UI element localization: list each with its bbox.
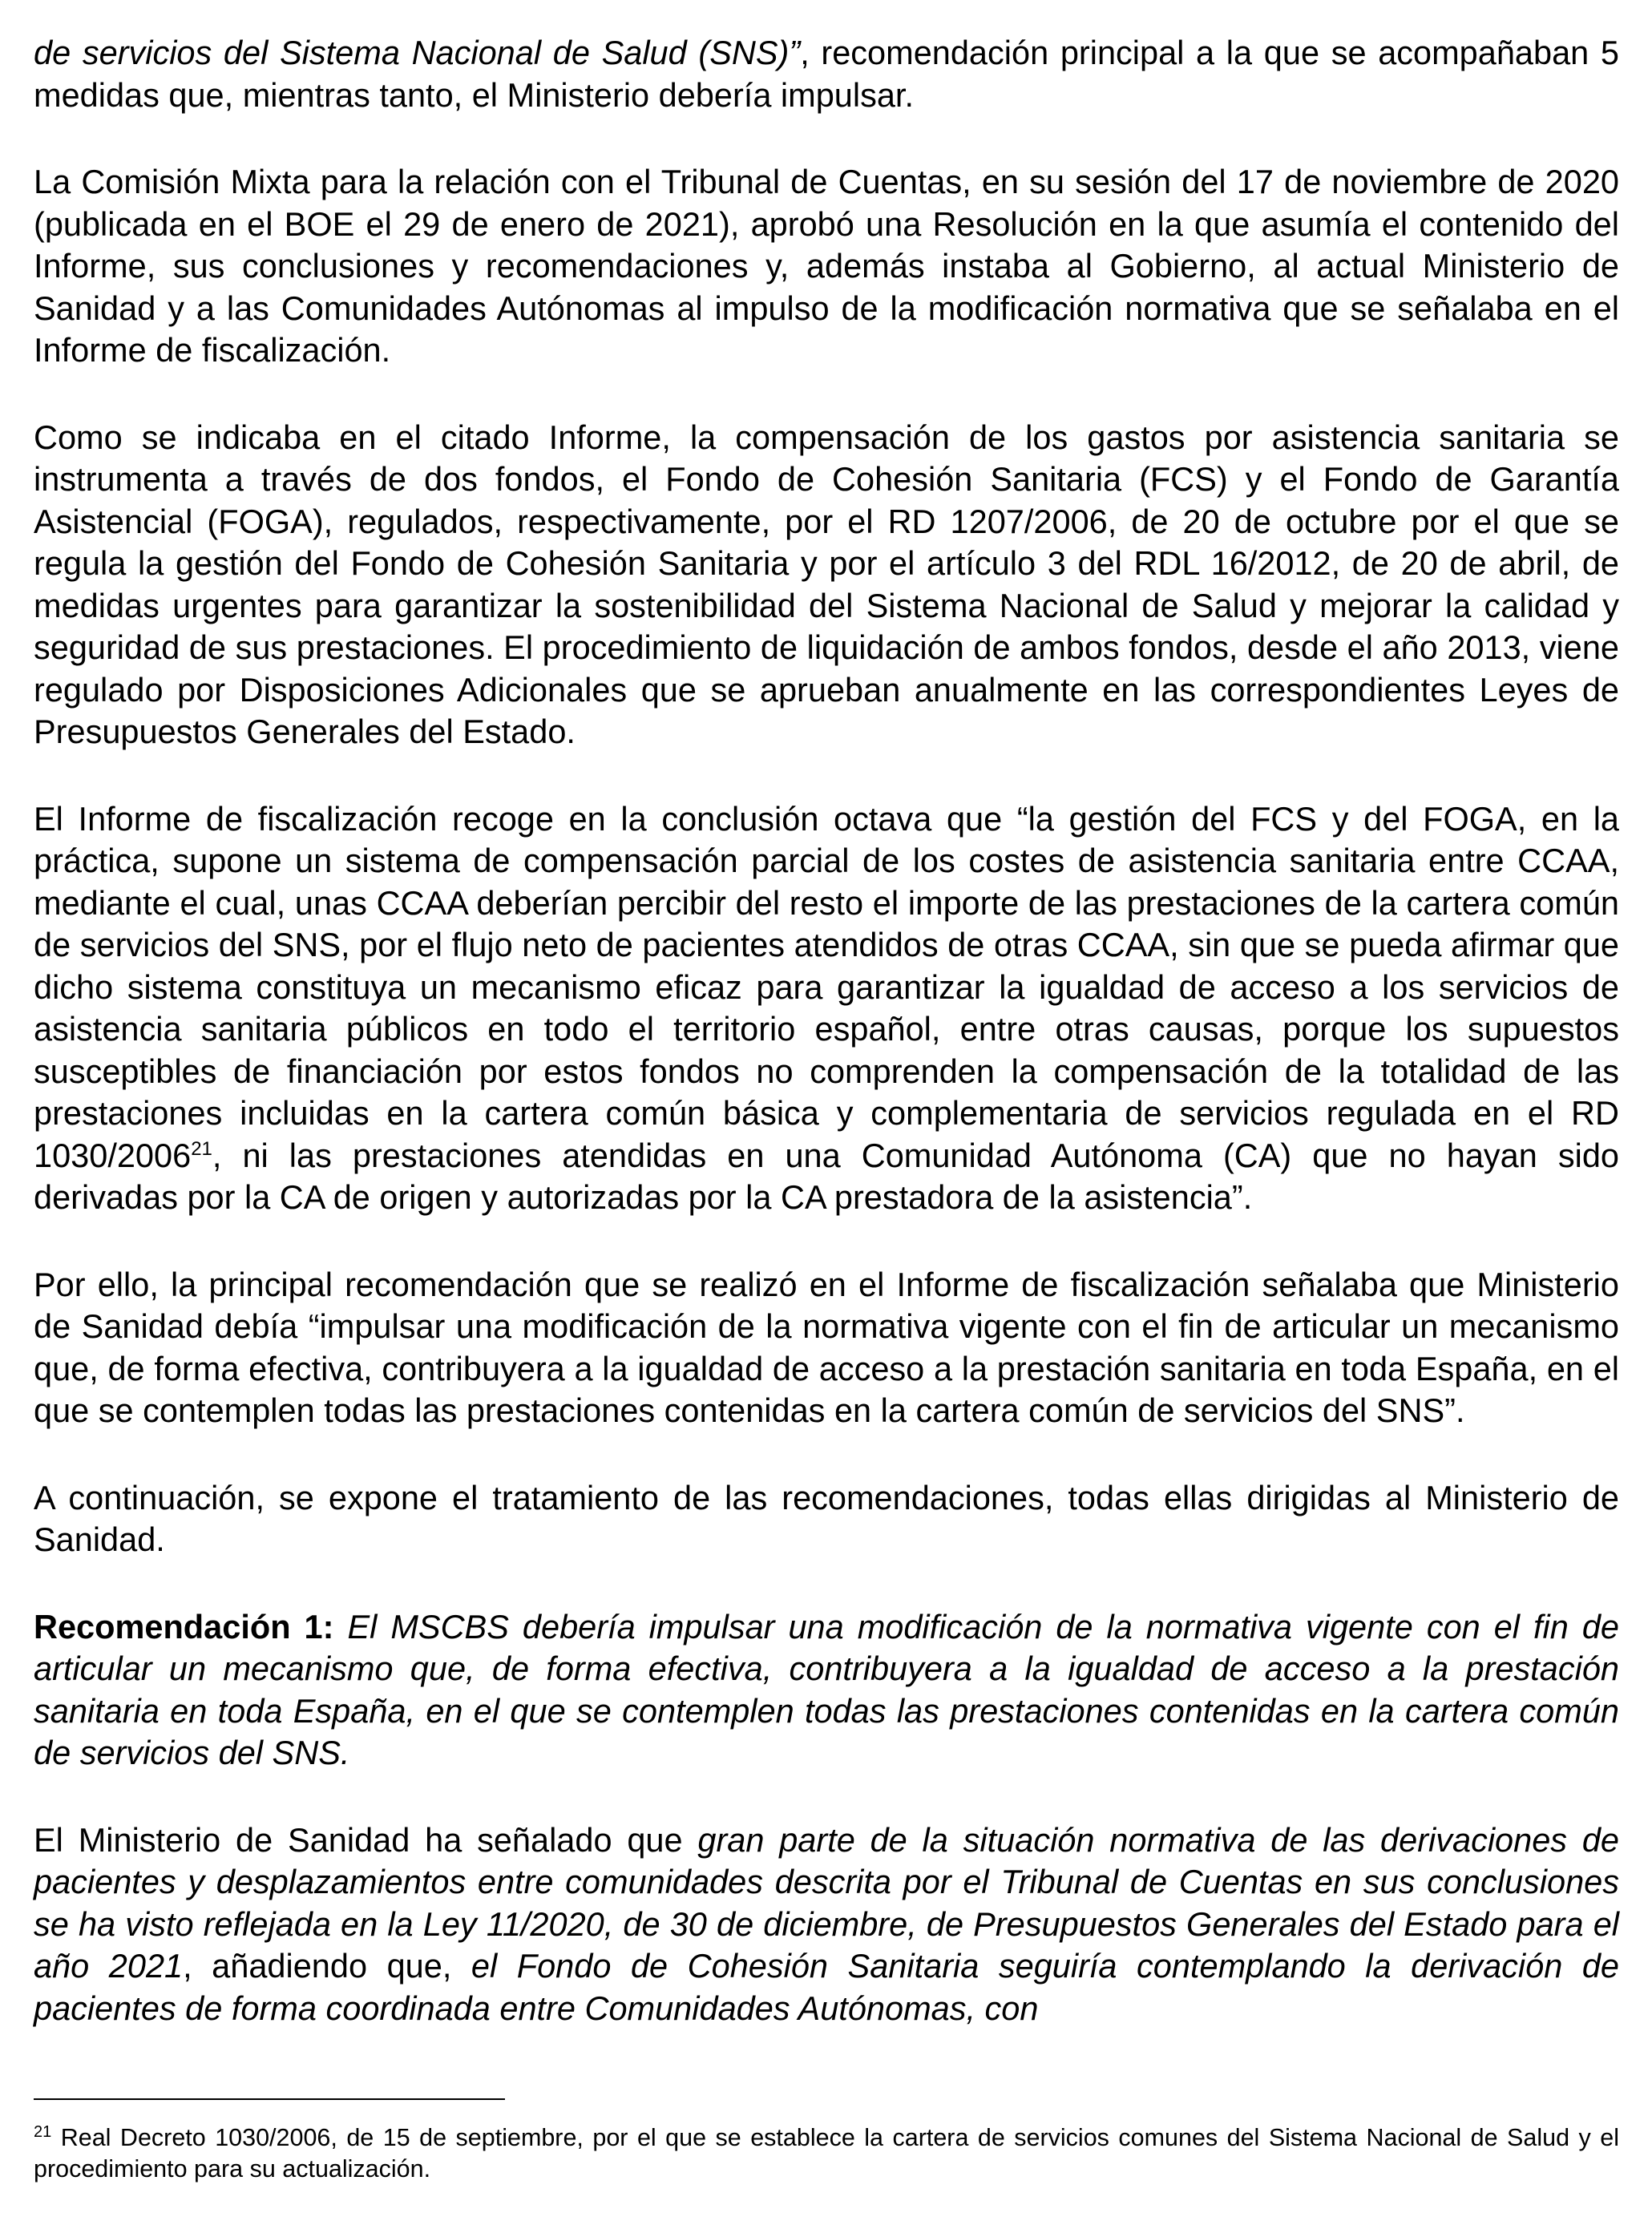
paragraph-8-quote-2: el Fondo de Cohesión Sanitaria seguiría contemplando la derivación de pacientes de forma coordinada entre Comunidades Autónomas, con [34, 1947, 1620, 2027]
footnote-reference: 21 [191, 1137, 212, 1160]
paragraph-1-quote: de servicios del Sistema Nacional de Salud (SNS)” [34, 34, 801, 71]
paragraph-8-lead: El Ministerio de Sanidad ha señalado que [34, 1820, 698, 1859]
recommendation-1-label: Recomendación 1: [34, 1607, 334, 1646]
paragraph-4 [34, 798, 1619, 1219]
paragraph-1-text: , recomendación principal a la que se acompañaban 5 medidas que, mientras tanto, el Ministerio debería impulsar. [34, 34, 1620, 114]
paragraph-1 [34, 32, 1619, 116]
paragraph-8-quote-1: gran parte de la situación normativa de las derivaciones de pacientes y desplazamientos entre comunidades descrita por el Tribunal de Cuentas en sus conclusiones se ha visto reflejada en la Ley 11/2020, de 30 de diciembre, de Presupuestos Generales del Estado para el año 2021 [34, 1820, 1619, 1985]
recommendation-1-text: El MSCBS debería impulsar una modificación de la normativa vigente con el fin de articular un mecanismo que, de forma efectiva, contribuyera a la igualdad de acceso a la prestación sanitaria en toda España, en el que se contemplen todas las prestaciones contenidas en la cartera común de servicios del SNS. [34, 1607, 1619, 1771]
footnote-divider [34, 2098, 505, 2100]
paragraph-3: Como se indicaba en el citado Informe, la compensación de los gastos por asistencia sanitaria se instrumenta a través de dos fondos, el Fondo de Cohesión Sanitaria (FCS) y el Fondo de Garantía Asistencial (FOGA), regulados, respectivamente, por el RD 1207/2006, de 20 de octubre por el que se regula la gestión del Fondo de Cohesión Sanitaria y por el artículo 3 del RDL 16/2012, de 20 de abril, de medidas urgentes para garantizar la sostenibilidad del Sistema Nacional de Salud y mejorar la calidad y seguridad de sus prestaciones. El procedimiento de liquidación de ambos fondos, desde el año 2013, viene regulado por Disposiciones Adicionales que se aprueban anualmente en las correspondientes Leyes de Presupuestos Generales del Estado. [34, 418, 1619, 750]
paragraph-4-text-before: El Informe de fiscalización recoge en la conclusión octava que “la gestión del FCS y del FOGA, en la práctica, supone un sistema de compensación parcial de los costes de asistencia sanitaria entre CCAA, mediante el cual, unas CCAA deberían percibir del resto el importe de las prestaciones de la cartera común de servicios del SNS, por el flujo neto de pacientes atendidos de otras CCAA, sin que se pueda afirmar que dicho sistema constituya un mecanismo eficaz para garantizar la igualdad de acceso a los servicios de asistencia sanitaria públicos en todo el territorio español, entre otras causas, porque los supuestos susceptibles de financiación por estos fondos no comprenden la compensación de la totalidad de las prestaciones incluidas en la cartera común básica y complementaria de servicios regulada en el RD 1030/2006 [34, 799, 1619, 1174]
footnote [34, 2122, 1619, 2185]
document-body [34, 32, 1619, 2074]
paragraph-6: A continuación, se expone el tratamiento de las recomendaciones, todas ellas dirigidas al Ministerio de Sanidad. [34, 1478, 1619, 1558]
footnote-text: Real Decreto 1030/2006, de 15 de septiembre, por el que se establece la cartera de servicios comunes del Sistema Nacional de Salud y el procedimiento para su actualización. [34, 2124, 1619, 2183]
footnote-number: 21 [34, 2122, 52, 2141]
paragraph-2: La Comisión Mixta para la relación con el Tribunal de Cuentas, en su sesión del 17 de noviembre de 2020 (publicada en el BOE el 29 de enero de 2021), aprobó una Resolución en la que asumía el contenido del Informe, sus conclusiones y recomendaciones y, además instaba al Gobierno, al actual Ministerio de Sanidad y a las Comunidades Autónomas al impulso de la modificación normativa que se señalaba en el Informe de fiscalización. [34, 163, 1619, 369]
paragraph-8-middle: , añadiendo que, [183, 1947, 471, 1985]
paragraph-8 [34, 1819, 1619, 2030]
recommendation-1 [34, 1606, 1619, 1775]
paragraph-4-text-after: , ni las prestaciones atendidas en una Comunidad Autónoma (CA) que no hayan sido derivadas por la CA de origen y autorizadas por la CA prestadora de la asistencia”. [34, 1136, 1619, 1216]
paragraph-5: Por ello, la principal recomendación que se realizó en el Informe de fiscalización señalaba que Ministerio de Sanidad debía “impulsar una modificación de la normativa vigente con el fin de articular un mecanismo que, de forma efectiva, contribuyera a la igualdad de acceso a la prestación sanitaria en toda España, en el que se contemplen todas las prestaciones contenidas en la cartera común de servicios del SNS”. [34, 1265, 1619, 1429]
